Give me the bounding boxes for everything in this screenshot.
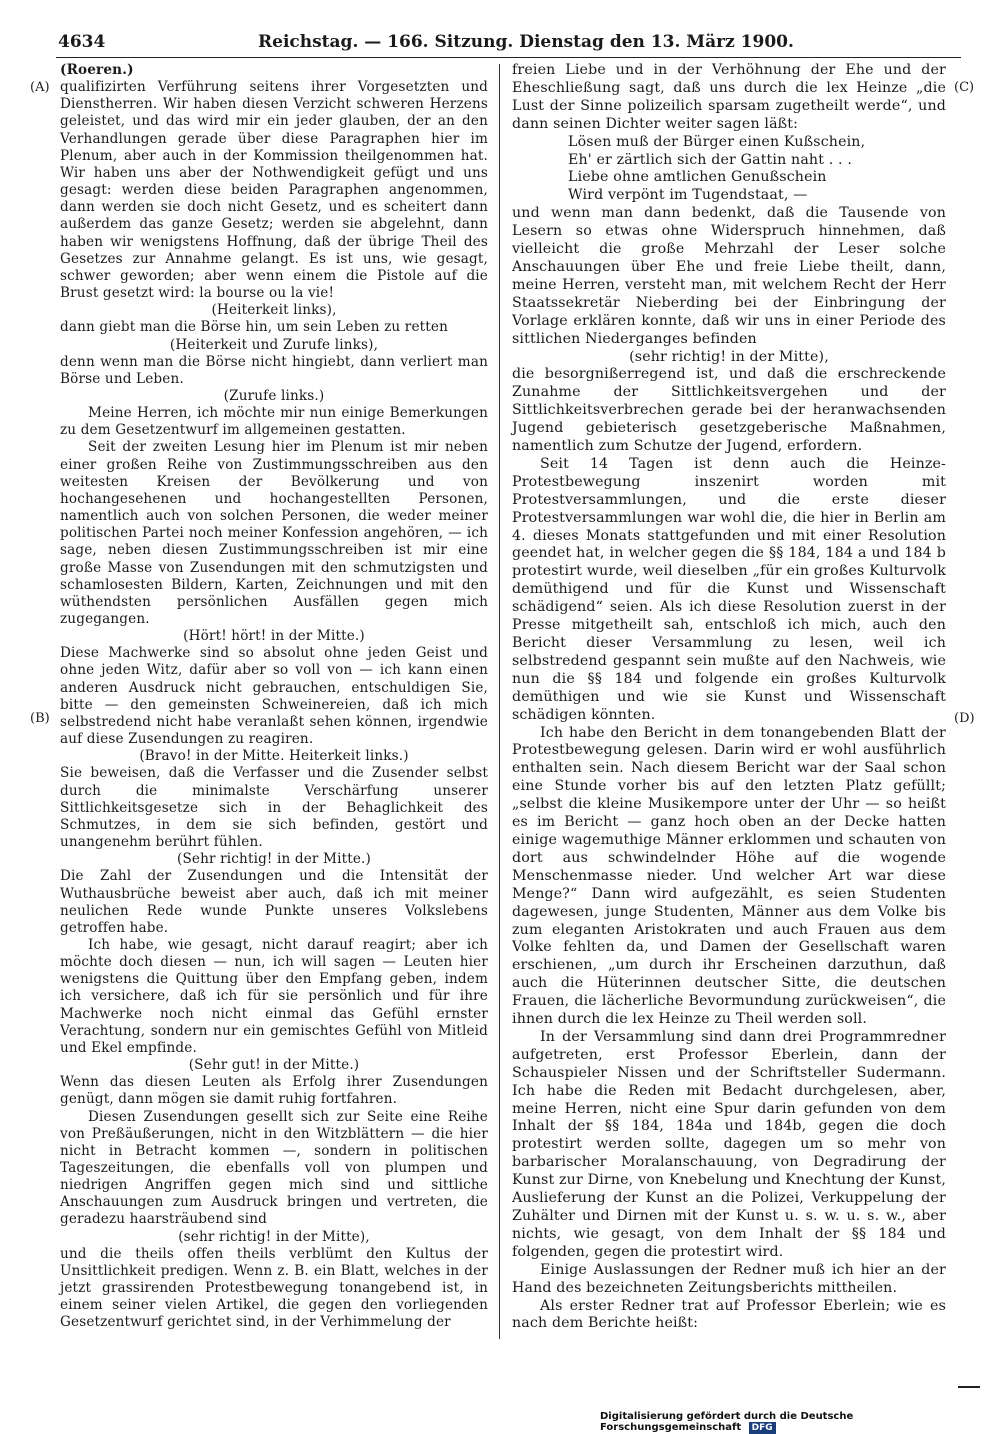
verse-line: Lösen muß der Bürger einen Kußschein, xyxy=(568,133,866,150)
footer xyxy=(600,1411,982,1434)
interjection: (Sehr gut! in der Mitte.) xyxy=(188,1057,360,1074)
running-title: Reichstag. — 166. Sitzung. Dienstag den 13. März 1900. xyxy=(258,32,794,52)
margin-marker-d: (D) xyxy=(954,711,975,726)
margin-marker-c: (C) xyxy=(954,80,975,95)
footer-dash xyxy=(958,1386,980,1388)
paragraph: Einige Auslassungen der Redner muß ich hier an der Hand des bezeichneten Zeitungsberichts mittheilen. xyxy=(512,1261,946,1296)
paragraph: und die theils offen theils verblümt den Kultus der Unsittlichkeit predigen. Wenn z. B. ein Blatt, welches in der jetzt grassirenden Protestbewegung tonangebend ist, in einem seiner vielen Artikel, die gegen den vorliegenden Gesetzentwurf gerichtet sind, in der Verhimmelung der xyxy=(60,1245,488,1331)
paragraph: Sie beweisen, daß die Verfasser und die Zusender selbst durch die minimalste Verschärfung unserer Sittlichkeitsgesetze sich in der Behaglichkeit des Schmutzes, in dem sie sich befinden, gestört und unangenehm berührt fühlen. xyxy=(60,765,488,851)
paragraph: und wenn man dann bedenkt, daß die Tausende von Lesern so etwas ohne Widerspruch hinnehmen, daß vielleicht die große Mehrzahl der Leser solche Anschauungen über Ehe und freie Liebe theilt, dann, meine Herren, versteht man, mit welchem Recht der Herr Staatssekretär Nieberding bei der Einbringung der Vorlage erklären konnte, daß wir uns in einer Periode des sittlichen Niederganges befinden xyxy=(512,205,946,347)
paragraph: Ich habe, wie gesagt, nicht darauf reagirt; aber ich möchte doch diesen — nun, ich will sagen — Leuten hier wenigstens die Quittung über den Empfang geben, indem ich versichere, daß ich für sie persönlich und für ihre Machwerke noch nicht einmal das Gefühl ernster Verachtung, sondern nur ein gemischtes Gefühl von Mitleid und Ekel empfinde. xyxy=(60,936,488,1056)
interjection: (sehr richtig! in der Mitte), xyxy=(629,348,829,365)
verse-line: Eh' er zärtlich sich der Gattin naht . . . xyxy=(568,151,853,168)
interjection: (sehr richtig! in der Mitte), xyxy=(178,1228,370,1245)
verse-line: Wird verpönt im Tugendstaat, — xyxy=(568,187,808,204)
dfg-logo: DFG xyxy=(749,1422,776,1434)
interjection: (Sehr richtig! in der Mitte.) xyxy=(177,851,371,868)
interjection: (Bravo! in der Mitte. Heiterkeit links.) xyxy=(139,748,409,765)
left-column xyxy=(60,62,488,1332)
column-divider xyxy=(499,64,500,1339)
footer-credit: Digitalisierung gefördert durch die Deutsche Forschungsgemeinschaft xyxy=(600,1411,854,1433)
interjection: (Zurufe links.) xyxy=(223,387,325,404)
header-rule xyxy=(56,57,961,58)
paragraph: denn wenn man die Börse nicht hingiebt, dann verliert man Börse und Leben. xyxy=(60,353,488,387)
paragraph: Seit 14 Tagen ist denn auch die Heinze-Protestbewegung inszenirt worden mit Protestversammlungen, und die erste dieser Protestversammlungen war wohl die, die hier in Berlin am 4. dieses Monats stattgefunden und mit einer Resolution geendet hat, in welcher gegen die §§ 184, 184 a und 184 b protestirt wurde, weil dieselben „für ein großes Kulturvolk demüthigend und für die Kunst und Wissenschaft schädigend“ seien. Als ich diese Resolution zuerst in der Presse mitgetheilt sah, entschloß ich mich, auch den Bericht dieser Versammlung zu lesen, weil ich selbstredend gespannt sein mußte auf den Nachweis, wie nun die §§ 184 und folgende ein großes Kulturvolk demüthigen und wie sie Kunst und Wissenschaft schädigen könnten. xyxy=(512,455,946,723)
paragraph: Seit der zweiten Lesung hier im Plenum ist mir neben einer großen Reihe von Zustimmungsschreiben aus den weitesten Kreisen der Bevölkerung und von hochangesehenen und hochangestellten Personen, namentlich auch von solchen Personen, die weder meiner politischen Partei noch meiner Konfession angehören, — ich sage, neben diesen Zustimmungsschreiben ist mir eine große Masse von Zusendungen mit den schmutzigsten und schamlosesten Bildern, Karten, Zeichnungen und mit den wüthendsten persönlichen Ausfällen gegen mich zugegangen. xyxy=(60,439,488,627)
paragraph: Die Zahl der Zusendungen und die Intensität der Wuthausbrüche beweist aber auch, daß ich mit meiner neulichen Rede wunde Punkte unseres Volkslebens getroffen habe. xyxy=(60,868,488,936)
paragraph: dann giebt man die Börse hin, um sein Leben zu retten xyxy=(60,319,448,336)
interjection: (Hört! hört! in der Mitte.) xyxy=(183,628,365,645)
paragraph: Als erster Redner trat auf Professor Eberlein; wie es nach dem Berichte heißt: xyxy=(512,1297,946,1332)
right-column xyxy=(512,62,946,1333)
page-number: 4634 xyxy=(58,32,106,52)
speaker-name: (Roeren.) xyxy=(60,62,134,78)
margin-marker-a: (A) xyxy=(30,80,50,95)
interjection: (Heiterkeit links), xyxy=(211,302,337,319)
paragraph: Meine Herren, ich möchte mir nun einige Bemerkungen zu dem Gesetzentwurf im allgemeinen gestatten. xyxy=(60,405,488,439)
paragraph: Ich habe den Bericht in dem tonangebenden Blatt der Protestbewegung gelesen. Darin wird er wohl ausführlich enthalten sein. Nach diesem Bericht war der Saal schon eine Stunde vorher bis auf den letzten Platz gefüllt; „selbst die kleine Musikempore unter der Uhr — so heißt es im Bericht — ganz hoch oben an der Decke hatten einige wagemuthige Männer erklommen und schauten von dort aus schwindelnder Höhe auf die wogende Menschenmasse nieder. Und welcher Art war diese Menge?“ Dann wird aufgezählt, es seien Studenten dagewesen, junge Studenten, Männer aus dem Volke bis zum eleganten Aristokraten und auch Frauen aus dem Volke fehlten da, und Damen der Gesellschaft waren erschienen, „um durch ihr Erscheinen darzuthun, daß auch die Hüterinnen deutscher Sitte, die deutschen Frauen, die lächerliche Bevormundung zurückweisen“, die ihnen durch die lex Heinze zu Theil werden soll. xyxy=(512,724,946,1028)
paragraph: In der Versammlung sind dann drei Programmredner aufgetreten, erst Professor Eberlein, dann der Schauspieler Nissen und der Schriftsteller Sudermann. Ich habe die Reden mit Bedacht durchgelesen, aber, meine Herren, nicht eine Spur darin gefunden von dem Inhalt der §§ 184, 184a und 184b, gegen die doch protestirt werden sollte, dagegen um so mehr von barbarischer Moralanschauung, von Degradirung der Kunst zur Dirne, von Knebelung und Knechtung der Kunst, Auslieferung der Kunst an die Polizei, Verkuppelung der Zuhälter und Dirnen mit der Kunst u. s. w. u. s. w., aber nichts, wie gesagt, von dem Inhalt der §§ 184 und folgenden, gegen die protestirt wird. xyxy=(512,1028,946,1260)
paragraph: freien Liebe und in der Verhöhnung der Ehe und der Eheschließung sagt, daß uns durch die lex Heinze „die Lust der Sinne polizeilich sparsam zugetheilt werde“, und dann seinen Dichter weiter sagen läßt: xyxy=(512,62,946,132)
verse-line: Liebe ohne amtlichen Genußschein xyxy=(568,169,827,186)
paragraph: Wenn das diesen Leuten als Erfolg ihrer Zusendungen genügt, dann mögen sie damit ruhig fortfahren. xyxy=(60,1074,488,1108)
paragraph: qualifizirten Verführung seitens ihrer Vorgesetzten und Dienstherren. Wir haben diesen Verzicht schweren Herzens geleistet, und das wird mir ein jeder glauben, der an den Verhandlungen gerade über diese Paragraphen hier im Plenum, aber auch in der Kommission theilgenommen hat. Wir haben uns aber der Nothwendigkeit gefügt und uns gesagt: werden diese beiden Paragraphen angenommen, dann werden sie doch nicht Gesetz, und es scheitert dann außerdem das ganze Gesetz; werden sie abgelehnt, dann haben wir wenigstens Hoffnung, daß der übrige Theil des Gesetzes zur Annahme gelangt. Es ist uns, wie gesagt, schwer geworden; aber wenn einem die Pistole auf die Brust gesetzt wird: la bourse ou la vie! xyxy=(60,79,488,302)
interjection: (Heiterkeit und Zurufe links), xyxy=(169,336,379,353)
page-header xyxy=(58,32,958,54)
paragraph: Diese Machwerke sind so absolut ohne jeden Geist und ohne jeden Witz, dafür aber so voll von — ich kann einen anderen Ausdruck nicht gebrauchen, entschuldigen Sie, bitte — den gemeinsten Schweinereien, daß ich mich selbstredend nicht habe veranlaßt sehen können, irgendwie auf diese Zusendungen zu reagiren. xyxy=(60,645,488,748)
paragraph: die besorgnißerregend ist, und daß die erschreckende Zunahme der Sittlichkeitsvergehen und der Sittlichkeitsverbrechen gerade bei der heranwachsenden Jugend gebieterisch gesetzgeberische Maßnahmen, namentlich zum Schutze der Jugend, erfordern. xyxy=(512,366,946,455)
paragraph: Diesen Zusendungen gesellt sich zur Seite eine Reihe von Preßäußerungen, nicht in den Witzblättern — die hier nicht in Betracht kommen —, sondern in politischen Tageszeitungen, die ebenfalls voll von plumpen und niedrigen Angriffen gegen mich sind und sittliche Anschauungen zum Ausdruck bringen und vertreten, die geradezu haarsträubend sind xyxy=(60,1108,488,1228)
margin-marker-b: (B) xyxy=(30,711,50,726)
